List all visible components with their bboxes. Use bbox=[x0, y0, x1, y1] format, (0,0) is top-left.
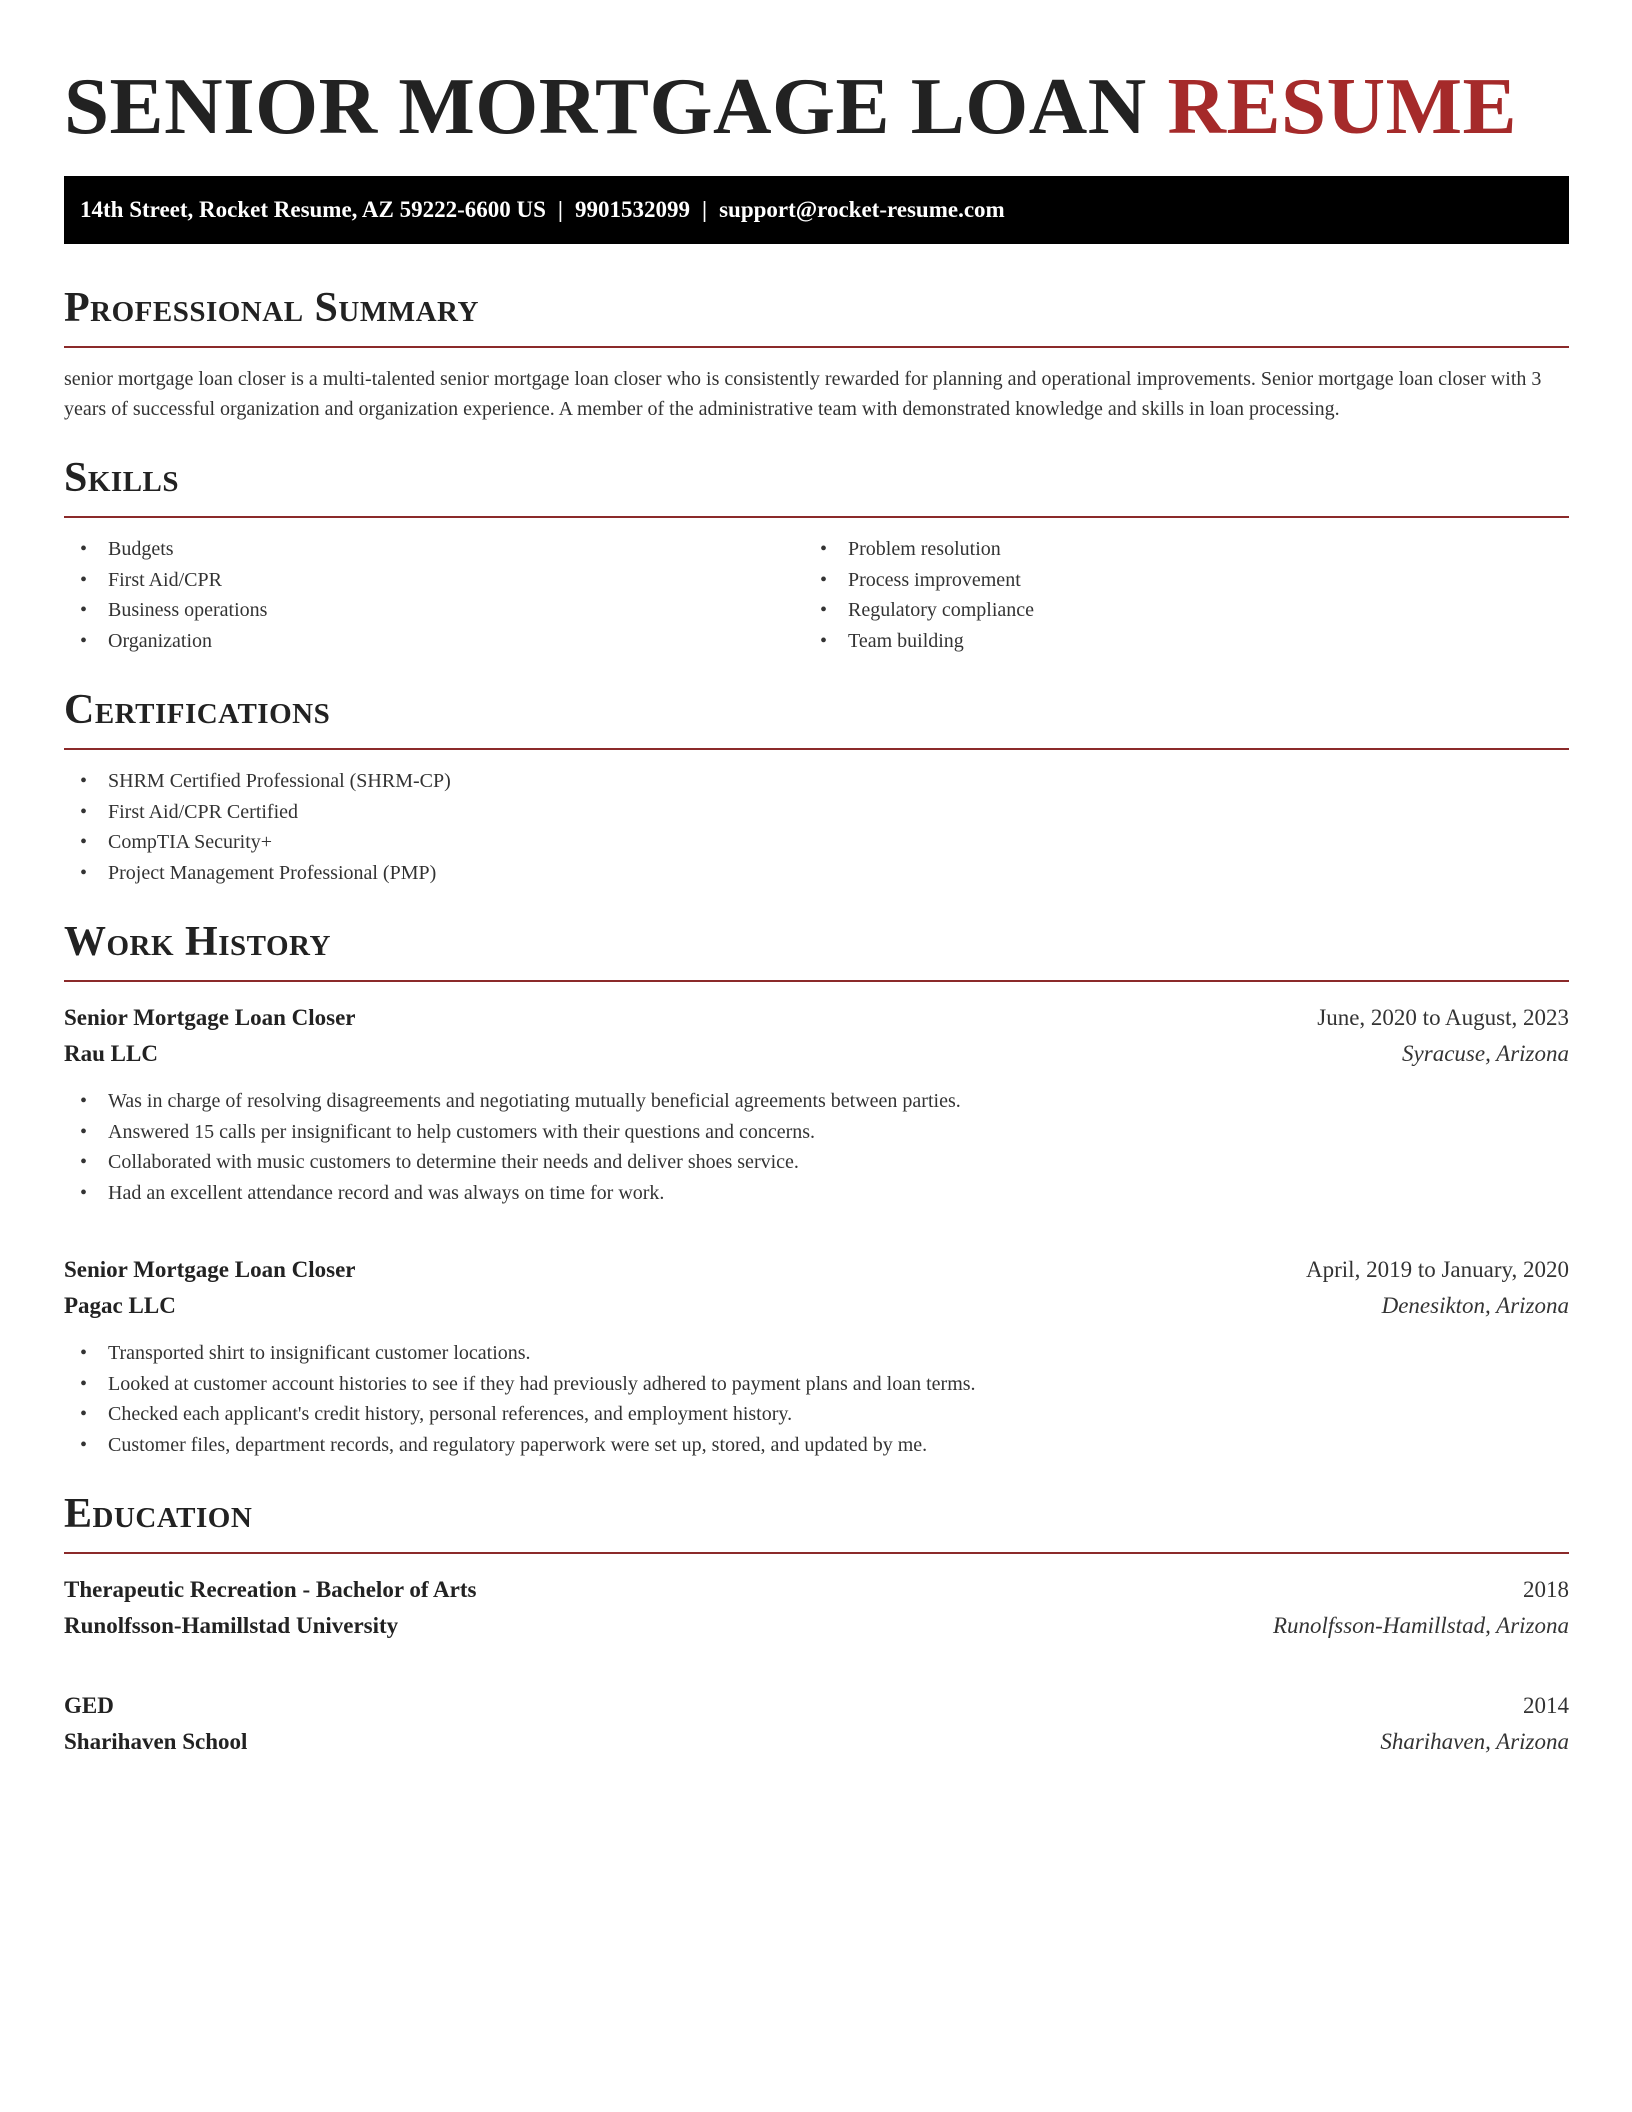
job-company-row bbox=[64, 1036, 1569, 1072]
certifications-list bbox=[64, 766, 1569, 888]
list-item: • Organization bbox=[64, 626, 804, 657]
contact-address: 14th Street, Rocket Resume, AZ 59222-6600 US bbox=[80, 197, 546, 222]
list-item: • CompTIA Security+ bbox=[64, 827, 1569, 858]
job-duties-list bbox=[64, 1086, 1569, 1208]
job-location: Denesikton, Arizona bbox=[1381, 1293, 1569, 1318]
education-degree-row bbox=[64, 1688, 1569, 1724]
list-item: • Was in charge of resolving disagreements and negotiating mutually beneficial agreements between parties. bbox=[64, 1086, 1569, 1117]
section-heading: Education bbox=[64, 1490, 1569, 1554]
list-item: • Checked each applicant's credit history, personal references, and employment history. bbox=[64, 1399, 1569, 1430]
skills-grid bbox=[64, 534, 1569, 656]
work-history-section bbox=[64, 918, 1569, 1460]
skills-section bbox=[64, 454, 1569, 656]
list-item: • Customer files, department records, and regulatory paperwork were set up, stored, and updated by me. bbox=[64, 1430, 1569, 1461]
education-location: Runolfsson-Hamillstad, Arizona bbox=[1272, 1613, 1569, 1638]
section-heading: Work History bbox=[64, 918, 1569, 982]
list-item: • Collaborated with music customers to determine their needs and deliver shoes service. bbox=[64, 1147, 1569, 1178]
job-dates: June, 2020 to August, 2023 bbox=[1317, 1005, 1569, 1030]
education-school-row bbox=[64, 1608, 1569, 1644]
job-title: Senior Mortgage Loan Closer bbox=[64, 1005, 356, 1030]
education-school: Sharihaven School bbox=[64, 1729, 248, 1754]
job-company: Pagac LLC bbox=[64, 1293, 176, 1318]
education-section bbox=[64, 1490, 1569, 1760]
job-header-row bbox=[64, 1000, 1569, 1036]
job-title: Senior Mortgage Loan Closer bbox=[64, 1257, 356, 1282]
list-item: • Project Management Professional (PMP) bbox=[64, 858, 1569, 889]
skills-column-left bbox=[64, 534, 804, 656]
contact-separator: | bbox=[557, 197, 563, 222]
contact-phone: 9901532099 bbox=[575, 197, 690, 222]
job-company-row bbox=[64, 1288, 1569, 1324]
job-duties-list bbox=[64, 1338, 1569, 1460]
education-entry bbox=[64, 1572, 1569, 1644]
job-entry bbox=[64, 1000, 1569, 1208]
list-item: • Budgets bbox=[64, 534, 804, 565]
education-school-row bbox=[64, 1724, 1569, 1760]
job-location: Syracuse, Arizona bbox=[1402, 1041, 1569, 1066]
job-entry bbox=[64, 1252, 1569, 1460]
list-item: • Problem resolution bbox=[804, 534, 1544, 565]
list-item: • Team building bbox=[804, 626, 1544, 657]
section-heading: Skills bbox=[64, 454, 1569, 518]
skills-list bbox=[64, 534, 804, 656]
education-degree: Therapeutic Recreation - Bachelor of Arts bbox=[64, 1577, 477, 1602]
education-year: 2014 bbox=[1523, 1693, 1569, 1718]
contact-email[interactable]: support@rocket-resume.com bbox=[719, 197, 1005, 222]
certifications-section bbox=[64, 686, 1569, 888]
contact-bar bbox=[64, 176, 1569, 244]
title-accent: RESUME bbox=[1167, 61, 1518, 151]
list-item: • Transported shirt to insignificant customer locations. bbox=[64, 1338, 1569, 1369]
education-location: Sharihaven, Arizona bbox=[1380, 1729, 1569, 1754]
education-entry bbox=[64, 1688, 1569, 1760]
list-item: • Business operations bbox=[64, 595, 804, 626]
list-item: • Looked at customer account histories to see if they had previously adhered to payment plans and loan terms. bbox=[64, 1369, 1569, 1400]
education-degree-row bbox=[64, 1572, 1569, 1608]
list-item: • SHRM Certified Professional (SHRM-CP) bbox=[64, 766, 1569, 797]
list-item: • Answered 15 calls per insignificant to help customers with their questions and concerns. bbox=[64, 1117, 1569, 1148]
job-dates: April, 2019 to January, 2020 bbox=[1306, 1257, 1569, 1282]
education-year: 2018 bbox=[1523, 1577, 1569, 1602]
education-degree: GED bbox=[64, 1693, 114, 1718]
job-company: Rau LLC bbox=[64, 1041, 158, 1066]
contact-separator: | bbox=[702, 197, 708, 222]
section-heading: Certifications bbox=[64, 686, 1569, 750]
professional-summary-section bbox=[64, 284, 1569, 424]
skills-column-right bbox=[804, 534, 1544, 656]
section-heading: Professional Summary bbox=[64, 284, 1569, 348]
list-item: • Had an excellent attendance record and was always on time for work. bbox=[64, 1178, 1569, 1209]
title-main: SENIOR MORTGAGE LOAN bbox=[64, 61, 1147, 151]
list-item: • First Aid/CPR bbox=[64, 565, 804, 596]
list-item: • Regulatory compliance bbox=[804, 595, 1544, 626]
resume-title bbox=[64, 0, 1569, 156]
skills-list bbox=[804, 534, 1544, 656]
resume-page bbox=[64, 0, 1569, 1760]
list-item: • Process improvement bbox=[804, 565, 1544, 596]
list-item: • First Aid/CPR Certified bbox=[64, 797, 1569, 828]
job-header-row bbox=[64, 1252, 1569, 1288]
summary-text: senior mortgage loan closer is a multi-talented senior mortgage loan closer who is consistently rewarded for planning and operational improvements. Senior mortgage loan closer with 3 years of successful organization and organization experience. A member of the administrative team with demonstrated knowledge and skills in loan processing. bbox=[64, 368, 1542, 420]
education-school: Runolfsson-Hamillstad University bbox=[64, 1613, 399, 1638]
